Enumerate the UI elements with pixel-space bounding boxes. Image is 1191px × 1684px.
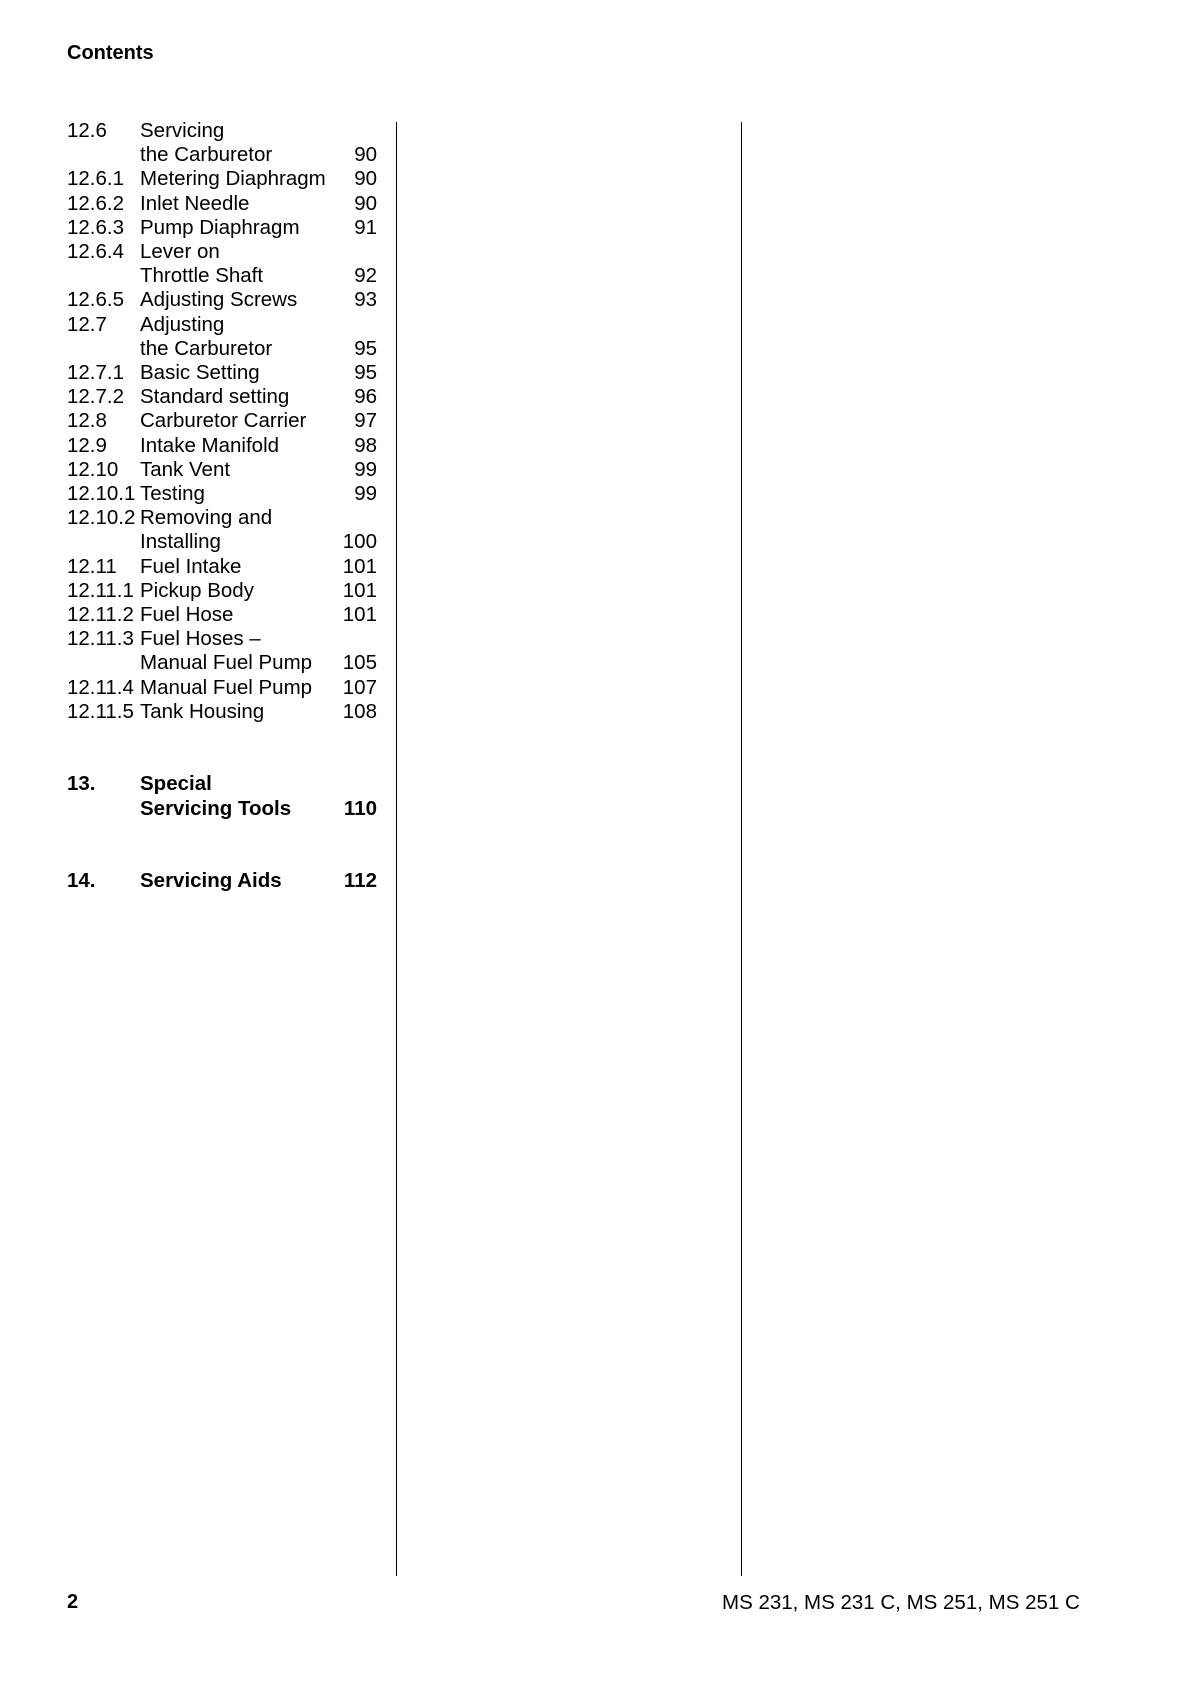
toc-section-number: 12.10.1 [67,482,136,506]
toc-section-number: 12.11.3 [67,627,134,651]
toc-section-number: 12.8 [67,409,107,433]
toc-page-number [335,313,377,337]
toc-page-number: 101 [342,603,377,627]
toc-section-title: Testing [140,482,205,506]
toc-row [67,264,377,288]
toc-row [67,119,377,143]
toc-section-number [67,143,140,167]
page-title: Contents [67,42,154,64]
toc-page-number: 95 [354,336,377,360]
toc-section-title: Tank Vent [140,457,231,481]
toc-row [67,676,377,700]
toc-section-number: 12.10 [67,457,119,481]
toc-section-title: Throttle Shaft [140,264,264,288]
toc-row [67,651,377,675]
toc-spacer [67,845,377,869]
toc-section-number: 12.11.1 [67,578,134,602]
toc-row [67,555,377,579]
toc-section-title: Removing and [140,506,273,530]
toc-section-number: 12.6.4 [67,240,124,264]
toc-section-title: Manual Fuel Pump [140,675,313,699]
toc-page-number: 100 [342,530,377,554]
toc-row [67,530,377,554]
toc-row [67,337,377,361]
toc-section-number: 12.6 [67,119,107,142]
toc-page-number [335,240,377,264]
toc-section-number: 12.7 [67,312,107,336]
toc-spacer [67,748,377,772]
toc-section-title: Pump Diaphragm [140,215,300,239]
toc-section-number [67,264,140,288]
toc-entries [67,119,377,893]
toc-major-row [67,772,377,796]
toc-page-number: 90 [354,191,377,215]
table-of-contents [67,119,377,893]
toc-page-number: 91 [354,215,377,239]
toc-page-number: 99 [354,482,377,506]
toc-section-title: Manual Fuel Pump [140,651,313,675]
column-divider-2 [741,122,742,1576]
toc-section-title: Adjusting [140,312,225,336]
toc-page-number: 98 [354,433,377,457]
footer-page-number: 2 [67,1591,79,1613]
toc-row [67,288,377,312]
toc-section-number: 12.6.2 [67,191,124,215]
toc-row [67,361,377,385]
toc-page-number: 95 [354,361,377,385]
toc-major-row [67,797,377,821]
toc-page-number: 92 [354,264,377,288]
toc-row [67,458,377,482]
toc-major-page: 110 [343,796,377,820]
toc-section-title: Metering Diaphragm [140,167,326,191]
toc-section-number: 12.10.2 [67,506,136,530]
toc-section-number: 12.11 [67,554,117,578]
toc-row [67,627,377,651]
toc-section-title: Pickup Body [140,578,254,602]
toc-section-title: Lever on [140,240,220,264]
toc-row [67,506,377,530]
toc-section-number: 12.7.1 [67,361,124,385]
toc-page-number: 93 [354,288,377,312]
toc-spacer [67,724,377,748]
toc-section-title: Carburetor Carrier [140,409,307,433]
toc-section-title: Adjusting Screws [140,288,298,312]
toc-section-number: 12.11.4 [67,675,134,699]
toc-section-title: Intake Manifold [140,433,280,457]
column-divider-1 [396,122,397,1576]
toc-page-number: 97 [354,409,377,433]
toc-page-number: 101 [342,554,377,578]
toc-page-number: 101 [342,578,377,602]
toc-section-title: Installing [140,530,221,554]
toc-major-page-placeholder [335,772,377,796]
toc-row [67,700,377,724]
toc-page-number: 96 [354,385,377,409]
toc-major-number: 13. [67,772,96,796]
toc-row [67,603,377,627]
toc-row [67,482,377,506]
toc-spacer [67,821,377,845]
toc-row [67,579,377,603]
toc-row [67,385,377,409]
toc-page-number: 108 [342,699,377,723]
toc-section-number [67,530,140,554]
footer-model-list: MS 231, MS 231 C, MS 251, MS 251 C [722,1591,1080,1614]
toc-row [67,240,377,264]
toc-section-number [67,337,140,361]
toc-section-number: 12.6.1 [67,167,124,191]
toc-row [67,434,377,458]
toc-section-title: Fuel Hose [140,603,234,627]
toc-major-page: 112 [343,869,377,893]
toc-page-number [335,627,377,651]
toc-major-row [67,869,377,893]
toc-major-number-placeholder [67,797,140,821]
toc-section-title: the Carburetor [140,336,273,360]
toc-page-number [335,119,377,143]
toc-section-title: the Carburetor [140,143,273,167]
toc-major-title: Servicing Tools [140,796,292,820]
toc-section-title: Servicing [140,119,225,142]
toc-section-number: 12.6.3 [67,215,124,239]
toc-major-title: Servicing Aids [140,869,282,893]
toc-page-number: 107 [342,675,377,699]
toc-major-title: Special [140,772,212,796]
toc-row [67,313,377,337]
toc-page-number [335,506,377,530]
toc-section-number: 12.11.2 [67,603,134,627]
toc-section-number: 12.6.5 [67,288,124,312]
toc-page-number: 105 [342,651,377,675]
toc-section-title: Standard setting [140,385,290,409]
toc-section-title: Fuel Hoses – [140,627,261,651]
toc-row [67,143,377,167]
toc-page-number: 99 [354,457,377,481]
toc-major-number: 14. [67,869,96,893]
toc-page-number: 90 [354,167,377,191]
toc-section-title: Fuel Intake [140,554,242,578]
toc-page-number: 90 [354,143,377,167]
toc-row [67,409,377,433]
toc-section-number: 12.11.5 [67,699,134,723]
toc-row [67,192,377,216]
toc-section-title: Inlet Needle [140,191,250,215]
toc-section-number: 12.7.2 [67,385,124,409]
toc-section-number: 12.9 [67,433,107,457]
toc-row [67,167,377,191]
toc-row [67,216,377,240]
toc-section-title: Basic Setting [140,361,260,385]
toc-section-number [67,651,140,675]
toc-section-title: Tank Housing [140,699,265,723]
